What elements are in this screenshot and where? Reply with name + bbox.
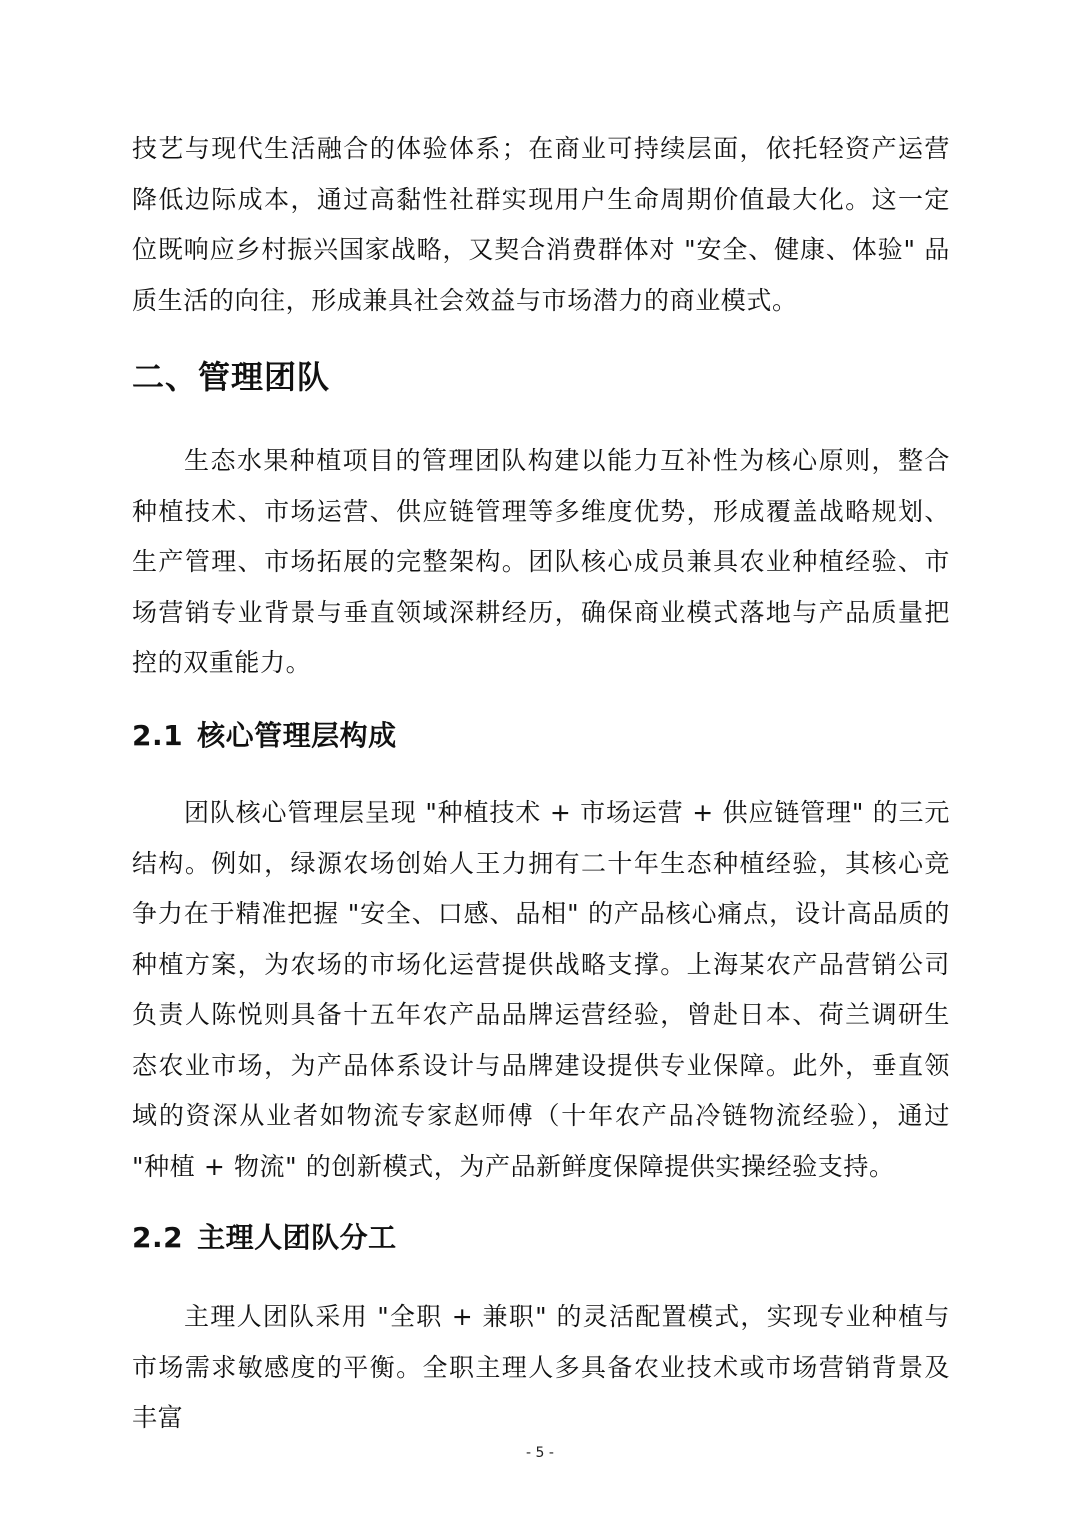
paragraph-team-overview: 生态水果种植项目的管理团队构建以能力互补性为核心原则，整合种植技术、市场运营、供应链管理等多维度优势，形成覆盖战略规划、生产管理、市场拓展的完整架构。团队核心成员兼具农业种植经验、市场营销专业背景与垂直领域深耕经历，确保商业模式落地与产品质量把控的双重能力。 — [132, 446, 950, 677]
section-heading-management-team: 二、管理团队 — [132, 358, 331, 396]
paragraph-team-division: 主理人团队采用 "全职 + 兼职" 的灵活配置模式，实现专业种植与市场需求敏感度的平衡。全职主理人多具备农业技术或市场营销背景及丰富 — [132, 1302, 950, 1432]
paragraph-core-management: 团队核心管理层呈现 "种植技术 + 市场运营 + 供应链管理" 的三元结构。例如，绿源农场创始人王力拥有二十年生态种植经验，其核心竞争力在于精准把握 "安全、口感、品相" 的产品核心痛点，设计高品质的种植方案，为农场的市场化运营提供战略支撑。上海某农产品营销公司负责人陈悦则具备十五年农产品品牌运营经验，曾赴日本、荷兰调研生态农业市场，为产品体系设计与品牌建设提供专业保障。此外，垂直领域的资深从业者如物流专家赵师傅（十年农产品冷链物流经验），通过 "种植 + 物流" 的创新模式，为产品新鲜度保障提供实操经验支持。 — [132, 798, 950, 1181]
subsection-number: 2.1 — [132, 719, 184, 752]
subsection-heading-2-1 — [132, 714, 397, 758]
subsection-title: 主理人团队分工 — [197, 1221, 397, 1254]
subsection-number: 2.2 — [132, 1221, 184, 1254]
subsection-heading-2-2 — [132, 1216, 397, 1260]
paragraph-business-positioning: 技艺与现代生活融合的体验体系；在商业可持续层面，依托轻资产运营降低边际成本，通过高黏性社群实现用户生命周期价值最大化。这一定位既响应乡村振兴国家战略，又契合消费群体对 "安全、健康、体验" 品质生活的向往，形成兼具社会效益与市场潜力的商业模式。 — [132, 134, 950, 315]
page-number: - 5 - — [526, 1445, 554, 1461]
subsection-title: 核心管理层构成 — [197, 719, 397, 752]
